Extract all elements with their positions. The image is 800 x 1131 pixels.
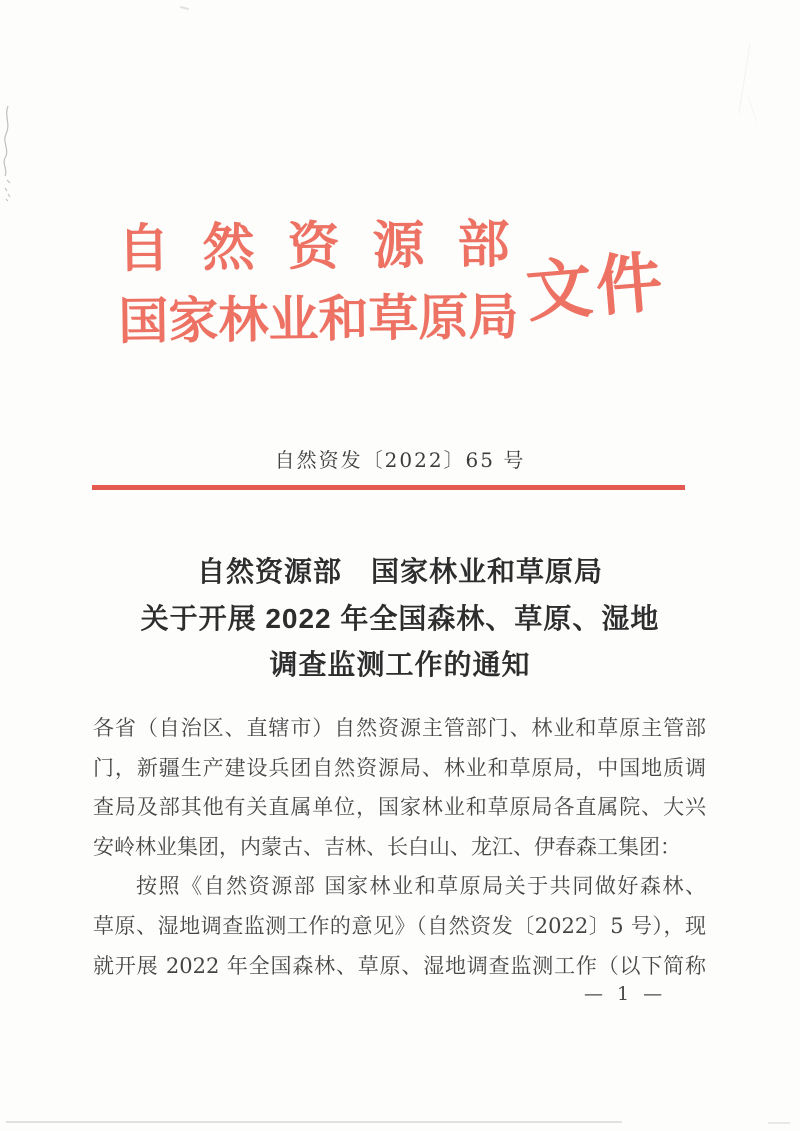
scan-artifact-top-right-line-2	[748, 96, 757, 121]
body-line: 按照《自然资源部 国家林业和草原局关于共同做好森林、	[136, 874, 706, 899]
body-line: 就开展 2022 年全国森林、草原、湿地调查监测工作（以下简称	[93, 953, 706, 978]
letterhead	[117, 213, 719, 351]
document-type-label: 文件	[523, 242, 670, 332]
body-line: 查局及部其他有关直属单位，国家林业和草原局各直属院、大兴	[93, 795, 706, 820]
body-line: 各省（自治区、直辖市）自然资源主管部门、林业和草原主管部	[93, 716, 706, 740]
body-line: 草原、湿地调查监测工作的意见》（自然资发〔2022〕5 号），现	[93, 913, 706, 938]
scan-artifact-left-squiggle	[1, 106, 17, 202]
body-line: 门，新疆生产建设兵团自然资源局、林业和草原局，中国地质调	[93, 755, 706, 780]
scan-shadow-bottom-right	[768, 1122, 790, 1124]
document-number: 自然资发〔2022〕65 号	[274, 448, 526, 472]
page-number: — 1 —	[584, 983, 667, 1005]
title-line-1: 自然资源部 国家林业和草原局	[196, 556, 603, 587]
agency-name-line1: 自然资源部	[117, 213, 543, 280]
scan-shadow-bottom	[6, 1121, 622, 1123]
body-text	[93, 709, 706, 986]
scan-artifact-top-mark	[180, 6, 189, 10]
agency-name-line2: 国家林业和草原局	[118, 286, 519, 351]
scan-artifact-top-right-line	[738, 42, 750, 113]
red-divider-line	[92, 485, 685, 490]
body-line: 安岭林业集团，内蒙古、吉林、长白山、龙江、伊春森工集团：	[93, 834, 681, 859]
document-title	[0, 549, 800, 689]
title-line-2: 关于开展 2022 年全国森林、草原、湿地	[140, 602, 660, 634]
title-line-3: 调查监测工作的通知	[269, 649, 531, 680]
